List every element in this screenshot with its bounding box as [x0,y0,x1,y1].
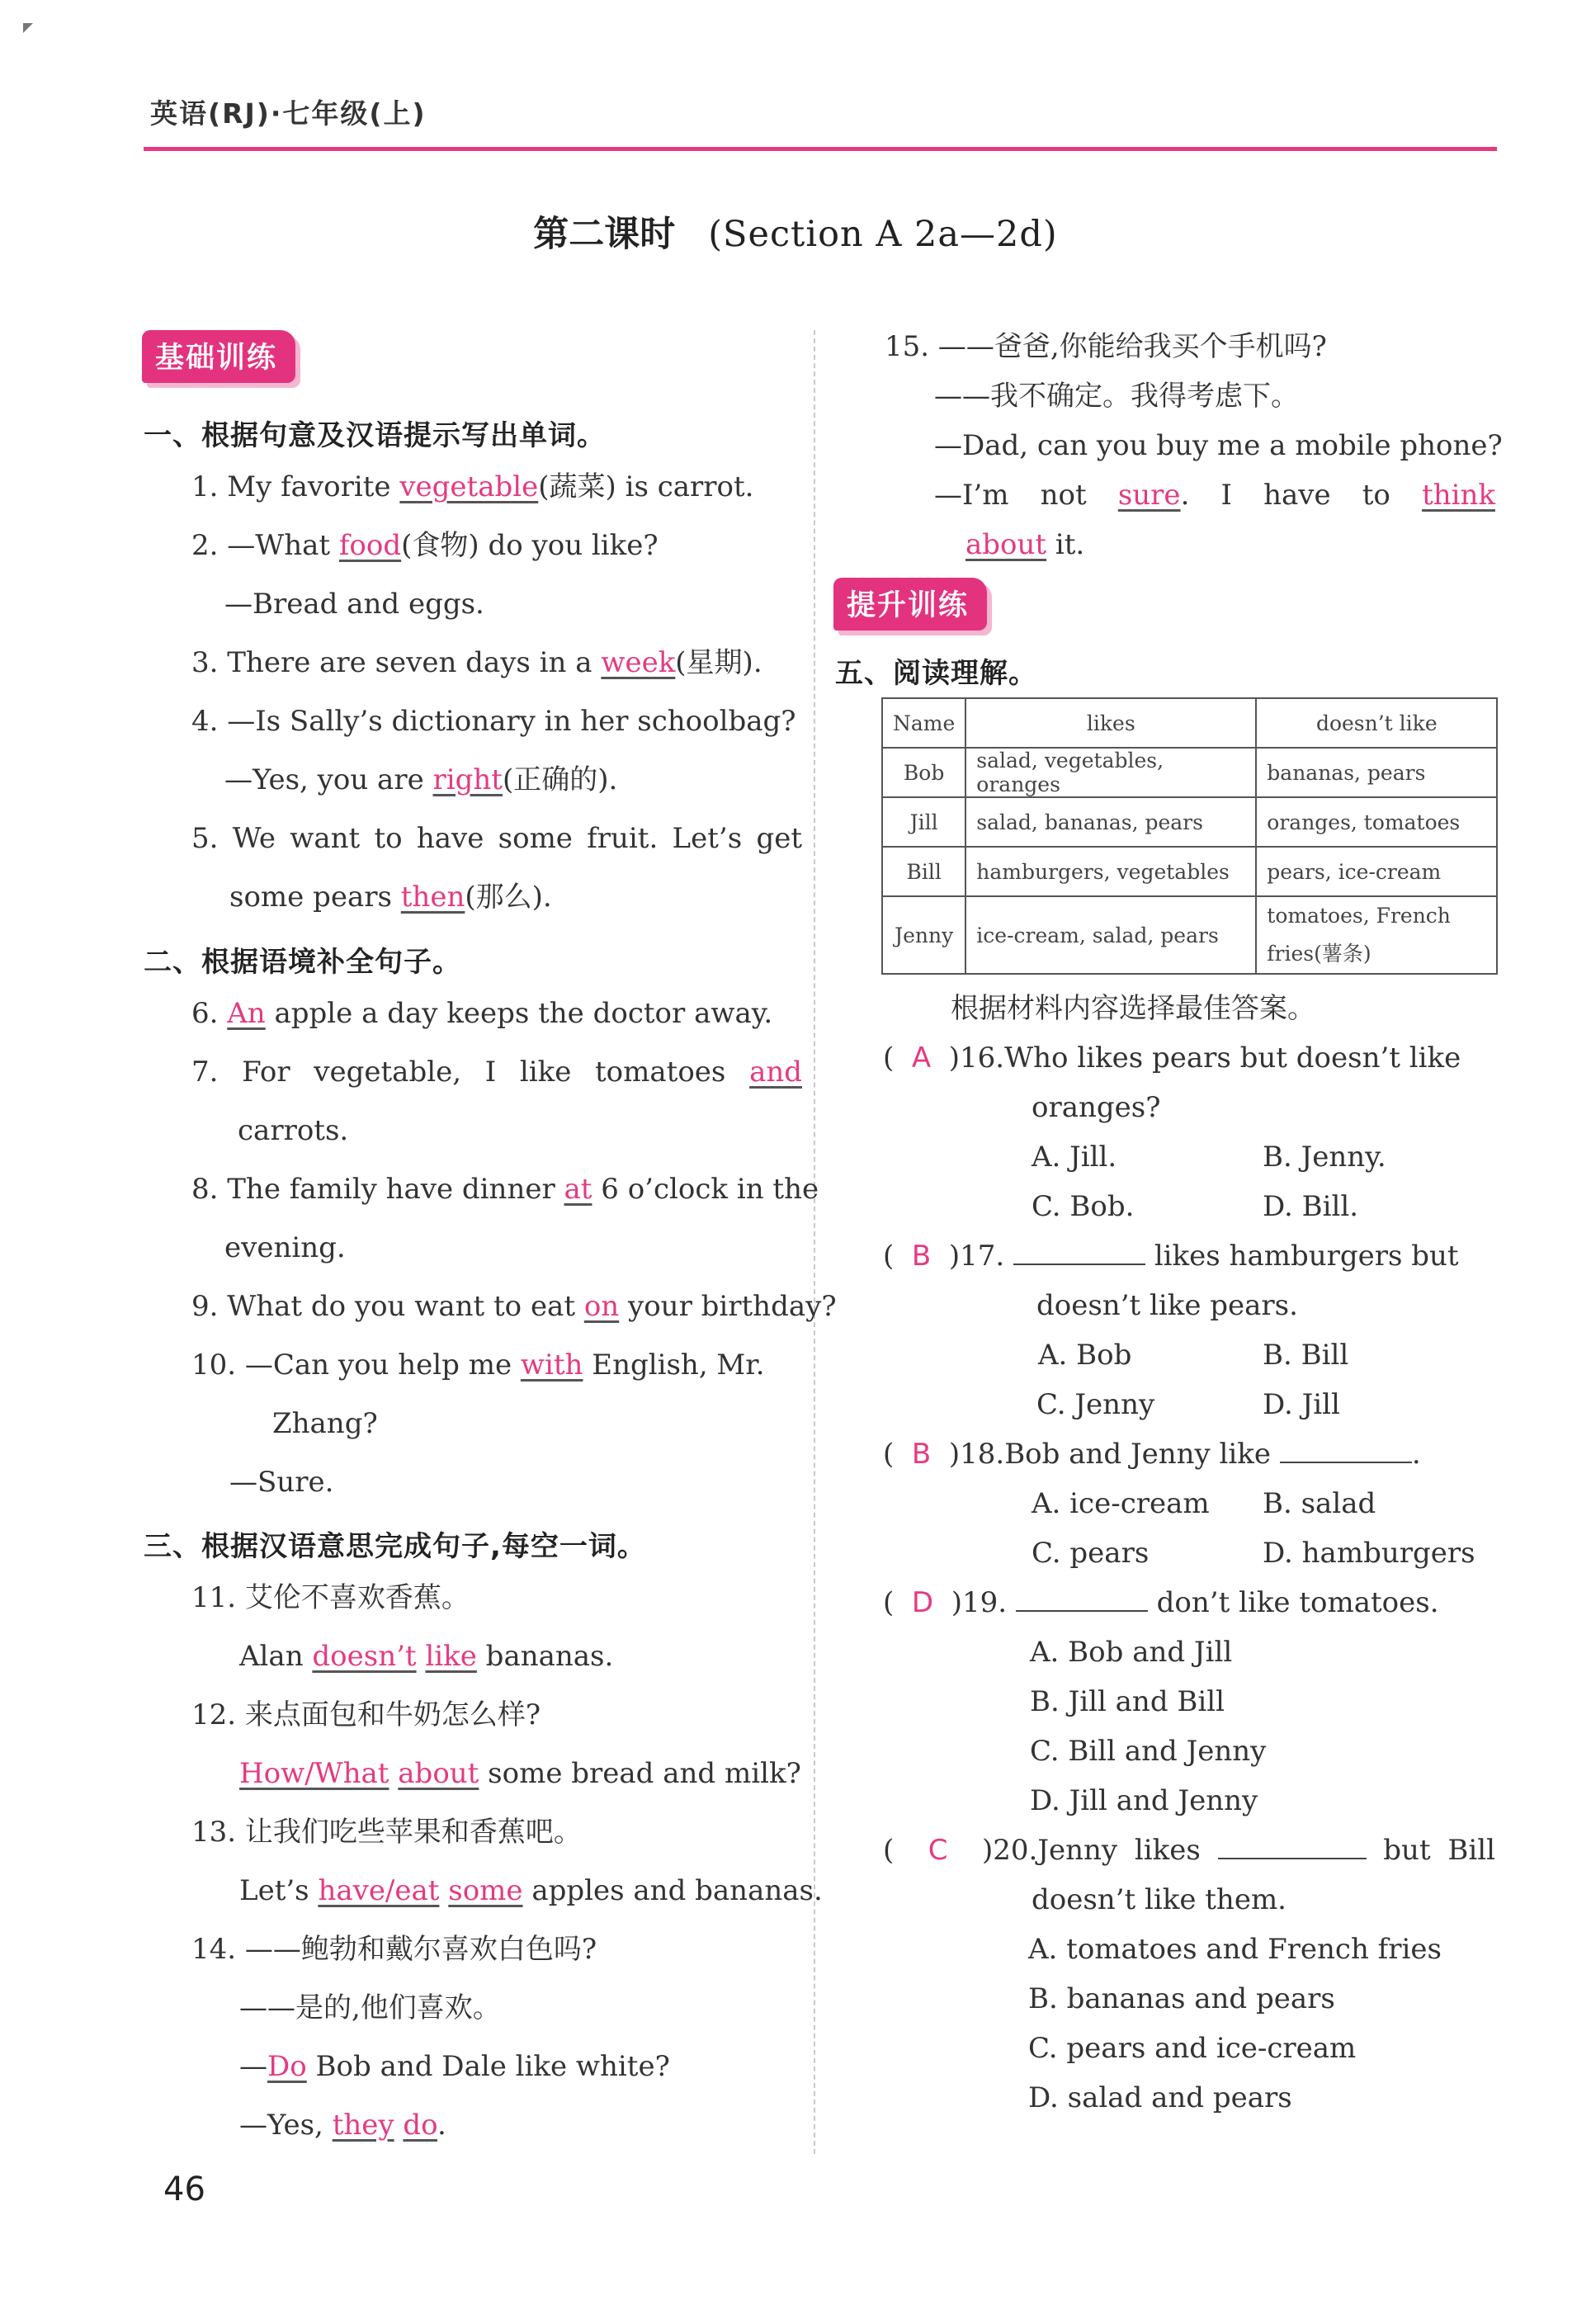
question-15-english: —Dad, can you buy me a mobile phone? [934,429,1503,462]
option: D. Jill [1263,1388,1340,1421]
question-2: 2. —What food(食物) do you like? [191,529,659,562]
question-5: 5. We want to have some fruit. Let’s get [191,822,802,855]
mc-answer: B [911,1240,932,1273]
question-15-chinese: 15. ——爸爸,你能给我买个手机吗? [885,330,1327,363]
dislikes-cell: pears, ice-cream [1256,847,1497,896]
likes-cell: salad, vegetables, oranges [965,748,1256,797]
section-two-heading: 二、根据语境补全句子。 [144,946,461,979]
question-13: Let’s have/eat some apples and bananas. [239,1874,823,1907]
mc-17: ( B )17. likes hamburgers but [883,1240,1459,1273]
answer: How/What [239,1757,389,1790]
answer: they [332,2109,394,2142]
answer-blank [1218,1835,1367,1859]
answer: with [520,1349,583,1382]
mc-16-cont: oranges? [1032,1091,1161,1124]
table-row [882,748,1497,797]
section-range: (Section A 2a—2d) [708,214,1058,255]
option: C. pears [1032,1537,1150,1570]
question-5-cont: some pears then(那么). [229,881,552,914]
section-three-heading: 三、根据汉语意思完成句子,每空一词。 [144,1530,646,1563]
lesson-title: 第二课时 [533,214,676,255]
question-15-chinese-reply: ——我不确定。我得考虑下。 [934,380,1299,413]
question-8-cont: evening. [224,1231,346,1264]
question-15-cont: about it. [965,528,1085,561]
option: B. Bill [1263,1339,1349,1372]
answer: right [432,763,503,796]
table-header-row [882,698,1497,748]
option: B. Jill and Bill [1030,1685,1225,1718]
mc-18: ( B )18.Bob and Jenny like . [883,1438,1421,1471]
page-title [0,206,1591,257]
option: B. salad [1263,1487,1376,1520]
question-4-reply: —Yes, you are right(正确的). [224,763,618,796]
reading-instruction: 根据材料内容选择最佳答案。 [951,992,1315,1025]
table-row [882,896,1497,974]
answer: on [583,1290,620,1323]
answer: about [965,528,1047,561]
header-cell: likes [965,698,1256,748]
answer: vegetable [399,470,539,503]
mc-answer: A [911,1042,932,1075]
answer: then [400,881,465,914]
mc-17-cont: doesn’t like pears. [1036,1289,1298,1322]
answer: food [338,529,402,562]
question-1: 1. My favorite vegetable(蔬菜) is carrot. [191,470,754,503]
answer: and [749,1056,802,1089]
question-10: 10. —Can you help me with English, Mr. [191,1349,765,1382]
answer: some [448,1874,523,1907]
name-cell: Jenny [882,896,965,974]
name-cell: Bill [882,847,965,896]
option: C. Bob. [1032,1190,1135,1223]
answer: sure [1117,479,1181,512]
option: C. pears and ice-cream [1028,2032,1357,2065]
answer-blank [1013,1240,1145,1265]
question-9: 9. What do you want to eat on your birthday? [191,1290,837,1323]
option: A. Bob [1038,1339,1132,1372]
answer: about [398,1757,479,1790]
question-7-cont: carrots. [238,1114,349,1147]
question-2-reply: —Bread and eggs. [224,588,484,621]
table-row [882,797,1497,847]
option: B. Jenny. [1263,1141,1386,1174]
option: A. Jill. [1032,1141,1117,1174]
mc-16: ( A )16.Who likes pears but doesn’t like [883,1042,1461,1075]
option: B. bananas and pears [1028,1982,1335,2015]
answer: week [601,646,676,679]
answer: Do [267,2050,307,2083]
mc-20: ( C )20.Jenny likes but Bill [883,1834,1495,1867]
question-14-reply: —Yes, they do. [239,2109,446,2142]
option: C. Jenny [1036,1388,1155,1421]
mc-answer: C [928,1834,948,1867]
question-11-chinese: 11. 艾伦不喜欢香蕉。 [191,1581,470,1614]
page-number: 46 [163,2170,205,2208]
dislikes-cell: tomatoes, French fries(薯条) [1256,896,1497,974]
likes-cell: salad, bananas, pears [965,797,1256,847]
header-cell: Name [882,698,965,748]
option: D. salad and pears [1028,2081,1292,2114]
header-rule [144,147,1497,151]
answer: doesn’t [312,1640,417,1673]
likes-cell: ice-cream, salad, pears [965,896,1256,974]
table-row [882,847,1497,896]
question-14: —Do Bob and Dale like white? [239,2050,670,2083]
answer: An [227,997,266,1030]
corner-mark-icon [23,23,33,33]
option: D. Bill. [1263,1190,1359,1223]
name-cell: Jill [882,797,965,847]
mc-19: ( D )19. don’t like tomatoes. [883,1586,1439,1619]
answer: like [425,1640,477,1673]
option: C. Bill and Jenny [1030,1735,1267,1768]
likes-cell: hamburgers, vegetables [965,847,1256,896]
basic-training-tag: 基础训练 [142,330,295,383]
section-five-heading: 五、阅读理解。 [835,657,1037,690]
option: D. Jill and Jenny [1030,1784,1258,1817]
question-6: 6. An apple a day keeps the doctor away. [191,997,773,1030]
question-4: 4. —Is Sally’s dictionary in her schoolbag? [191,705,796,738]
dislikes-cell: oranges, tomatoes [1256,797,1497,847]
question-12-chinese: 12. 来点面包和牛奶怎么样? [191,1698,541,1731]
mc-20-cont: doesn’t like them. [1032,1883,1286,1916]
option: A. ice-cream [1032,1487,1210,1520]
reading-table [881,697,1498,975]
mc-answer: D [911,1586,934,1619]
answer: think [1422,479,1495,512]
question-14-chinese: 14. ——鲍勃和戴尔喜欢白色吗? [191,1933,597,1966]
question-10-reply: —Sure. [229,1466,334,1499]
option: D. hamburgers [1263,1537,1475,1570]
dislikes-cell: bananas, pears [1256,748,1497,797]
answer-blank [1016,1587,1148,1612]
mc-answer: B [911,1438,932,1471]
question-3: 3. There are seven days in a week(星期). [191,646,762,679]
question-8: 8. The family have dinner at 6 o’clock in the [191,1173,819,1206]
question-7: 7. For vegetable, I like tomatoes and [191,1056,802,1089]
advanced-training-tag: 提升训练 [833,578,987,631]
answer: at [564,1173,592,1206]
question-10-cont: Zhang? [272,1407,378,1440]
question-12: How/What about some bread and milk? [239,1757,801,1790]
option: A. tomatoes and French fries [1028,1933,1442,1966]
question-11: Alan doesn’t like bananas. [239,1640,614,1673]
name-cell: Bob [882,748,965,797]
question-14-chinese-reply: ——是的,他们喜欢。 [239,1991,501,2024]
running-header: 英语(RJ)·七年级(上) [150,97,427,130]
header-cell: doesn’t like [1256,698,1497,748]
question-13-chinese: 13. 让我们吃些苹果和香蕉吧。 [191,1816,582,1849]
answer: do [403,2109,438,2142]
section-one-heading: 一、根据句意及汉语提示写出单词。 [144,419,606,452]
option: A. Bob and Jill [1030,1636,1233,1669]
answer: have/eat [318,1874,440,1907]
question-15-reply: —I’m not sure. I have to think [934,479,1495,512]
answer-blank [1280,1438,1412,1463]
